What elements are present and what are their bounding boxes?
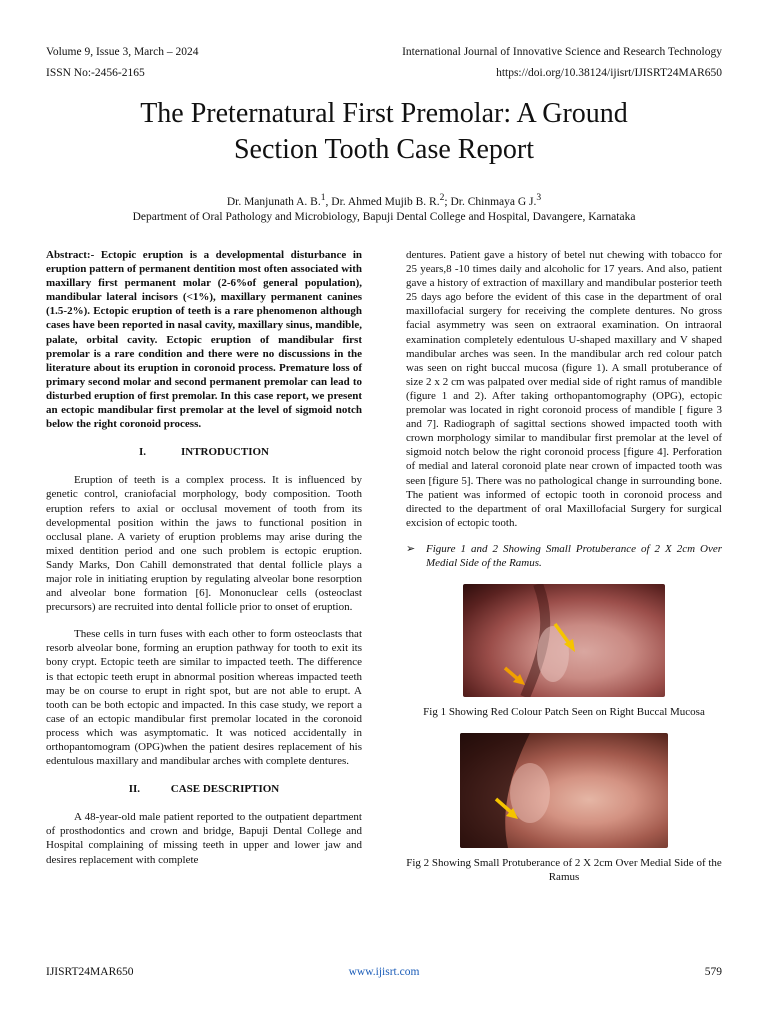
- case-paragraph-1: A 48-year-old male patient reported to the outpatient department of prosthodontics and crown and bridge, Bapuji Dental College and Hospital complaining of missing teeth in upper and lower jaw and desires replacement with complete: [46, 811, 362, 866]
- case-paragraph-2: dentures. Patient gave a history of betel nut chewing with tobacco for 25 years,8 -10 times daily and alcoholic for 17 years. And also, patient gave a history of extraction of maxillary and mandibular posterior teeth 25 days ago before the evident of this case in the department of oral maxillofacial surgery for receiving the complete dentures. No gross facial asymmetry was seen on extraoral examination. On intraoral examination completely edentulous U-shaped maxillary and V shaped mandibular arches was seen. In the mandibular arch red colour patch was seen on right buccal mucosa (figure 1). A small protuberance of size 2 x 2 cm was palpated over medial side of right ramus of mandible (figure 1 and 2). After taking orthopantomography (OPG), ectopic premolar was located in right coronoid process of mandible [ figure 3 and 7]. Radiograph of sagittal sections showed impacted tooth with crown morphology similar to mandibular first premolar at the level of sigmoid notch below the right coronoid process [figure 4]. Perforation of medial and lateral coronoid plate near crown of impacted tooth was seen [figure 5]. There was no pathological change in surrounding bone. The patient was informed of ectopic tooth in coronoid process and directed to the department of oral Maxillofacial Surgery for surgical excision of ectopic tooth.: [406, 249, 722, 529]
- figure-1-arrows: [463, 584, 665, 697]
- figure-2-image: [460, 733, 668, 848]
- figure-2-arrows: [460, 733, 668, 848]
- header-volume: Volume 9, Issue 3, March – 2024: [46, 46, 199, 58]
- figure-2-caption: Fig 2 Showing Small Protuberance of 2 X 2cm Over Medial Side of the Ramus: [406, 857, 722, 884]
- right-column: [406, 248, 722, 884]
- arrow-bullet-icon: ➢: [406, 542, 416, 555]
- paper-title: [60, 96, 708, 168]
- figure-list-text: Figure 1 and 2 Showing Small Protuberance of 2 X 2cm Over Medial Side of the Ramus.: [426, 542, 722, 569]
- author-2-sup: 2: [439, 192, 445, 203]
- title-line-2: Section Tooth Case Report: [233, 134, 535, 165]
- footer-id: IJISRT24MAR650: [46, 966, 134, 978]
- section-title: CASE DESCRIPTION: [170, 783, 280, 796]
- footer-site-link[interactable]: www.ijisrt.com: [348, 966, 420, 978]
- footer-page-number: 579: [704, 966, 722, 978]
- affiliation: Department of Oral Pathology and Microbiology, Bapuji Dental College and Hospital, Davangere, Karnataka: [132, 210, 636, 223]
- figure-1-caption: Fig 1 Showing Red Colour Patch Seen on Right Buccal Mucosa: [423, 706, 705, 719]
- author-3-sup: 3: [536, 192, 542, 203]
- author-3: ; Dr. Chinmaya G J.: [444, 195, 537, 208]
- section-heading-introduction: [46, 445, 362, 459]
- header-doi[interactable]: https://doi.org/10.38124/ijisrt/IJISRT24MAR650: [496, 67, 722, 79]
- header-journal: International Journal of Innovative Science and Research Technology: [402, 46, 722, 58]
- header-issn: ISSN No:-2456-2165: [46, 67, 145, 79]
- author-list: [40, 190, 728, 210]
- figure-1-image: [463, 584, 665, 697]
- section-number: II.: [128, 783, 141, 796]
- title-line-1: The Preternatural First Premolar: A Ground: [140, 98, 628, 129]
- arrow-icon: [505, 668, 525, 685]
- intro-paragraph-2: These cells in turn fuses with each other to form osteoclasts that resorb alveolar bone, forming an eruption pathway for tooth to exit its bony crypt. Ectopic teeth are similar to impacted teeth. The difference is that ectopic teeth erupt in abnormal position whereas impacted teeth may be on course to erupt in right spot, but are not able to erupt. A tooth can be both ectopic and impacted. In this case study, we report a case of an ectopic mandibular first premolar located in the coronoid process which was asymptomatic. It was noticed accidentally in orthopantomogram (OPG)when the patient desires replacement of his edentulous maxillary and mandibular arches with complete dentures.: [46, 628, 362, 768]
- intro-paragraph-1: Eruption of teeth is a complex process. It is influenced by genetic control, craniofacial morphology, body composition. Tooth eruption refers to axial or occlusal movement of tooth from its developmental position within the jaws to functional position in occlusal plane. A variety of eruption problems may arise during the mixed dentition period and one such problem is ectopic eruption. Sandy Marks, Don Cahill demonstrated that dental follicle plays a major role in initiating eruption by regulating alveolar bone resorption and alveolar bone formation [6]. Mononuclear cells (osteoclast precursors) are recruited into dental follicle prior to onset of eruption.: [46, 474, 362, 614]
- author-2: , Dr. Ahmed Mujib B. R.: [325, 195, 440, 208]
- author-1-sup: 1: [320, 192, 326, 203]
- section-heading-case: [46, 782, 362, 796]
- section-title: INTRODUCTION: [180, 446, 269, 459]
- figure-list-caption: [406, 542, 722, 570]
- author-1: Dr. Manjunath A. B.: [226, 195, 321, 208]
- abstract: Abstract:- Ectopic eruption is a developmental disturbance in eruption pattern of permanent dentition most often associated with maxillary first permanent molar (2-6%of general population), mandibular lateral incisors (<1%), maxillary permanent canines (1.5-2%). Ectopic eruption of teeth is a rare phenomenon although cases have been reported in nasal cavity, maxillary sinus, mandible, palate, orbital cavity. Ectopic eruption of mandibular first premolar is a rare condition and there were no discussions in the literature about its eruption in coronoid process. Premature loss of primary second molar and second permanent premolar can lead to disturbed eruption of first premolar. In this case report, we present an ectopic mandibular first premolar at the level of sigmoid notch below the right coronoid process.: [46, 249, 362, 431]
- left-column: [46, 248, 362, 867]
- authors-block: [40, 190, 728, 225]
- section-number: I.: [138, 446, 147, 459]
